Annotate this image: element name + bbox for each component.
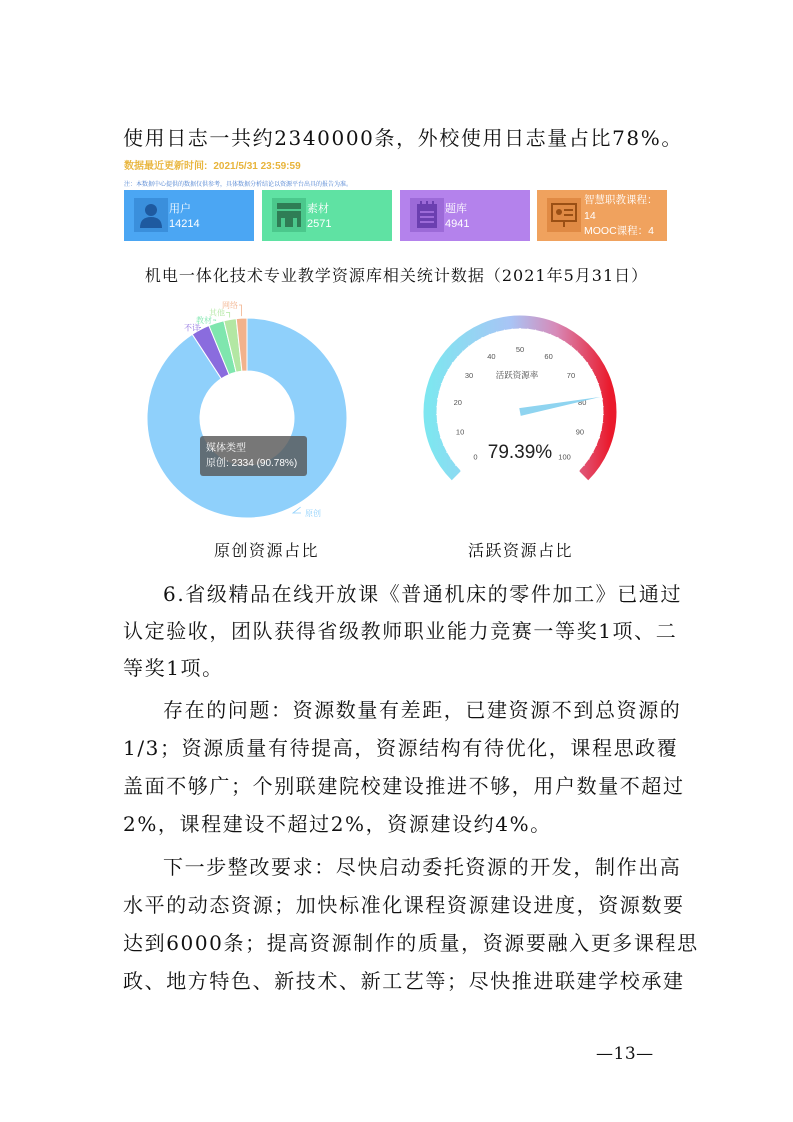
- gauge-tick: [562, 341, 565, 345]
- gauge-tick-label: 70: [566, 370, 576, 380]
- materials-value: 2571: [307, 218, 332, 230]
- gauge-name: 活跃资源率: [495, 370, 539, 380]
- gauge-tick: [554, 337, 559, 346]
- gauge-tick: [585, 456, 589, 459]
- gauge-tick: [588, 369, 592, 372]
- gauge-tick-label: 100: [558, 452, 571, 462]
- gauge-tick: [489, 334, 491, 339]
- tooltip-text: 原创: 2334 (90.78%): [206, 458, 298, 469]
- gauge-tick: [497, 331, 498, 336]
- original-resource-donut-chart: [140, 300, 355, 525]
- question-bank-card: [400, 190, 530, 241]
- update-time: 2021/5/31 23:59:59: [213, 161, 301, 172]
- gauge-tick: [568, 346, 571, 350]
- gauge-tick-label: 80: [578, 398, 587, 408]
- para-1-line-2: 认定验收，团队获得省级教师职业能力竞赛一等奖1项、二: [123, 619, 678, 643]
- update-label: 数据最近更新时间:: [124, 161, 208, 172]
- caption-original: 原创资源占比: [214, 541, 320, 560]
- gauge-tick: [591, 376, 596, 378]
- gauge-tick: [462, 351, 465, 355]
- donut-leader-3: [226, 313, 230, 318]
- paragraph-usage-log: 使用日志一共约2340000条，外校使用日志量占比78%。: [123, 126, 683, 150]
- gauge-tick: [580, 363, 588, 369]
- users-label: 用户: [169, 203, 191, 215]
- dashboard-note: 注：本数据中心提供的数据仅供参考，具体数据分析结论以资源平台出具的报告为准。: [124, 182, 353, 188]
- gauge-tick: [443, 443, 448, 445]
- gauge-tick: [440, 435, 450, 438]
- gauge-tick: [574, 351, 577, 355]
- gauge-tick: [593, 443, 598, 445]
- gauge-tick: [594, 384, 599, 386]
- para-2-line-2: 1/3；资源质量有待提高，资源结构有待优化，课程思政覆: [123, 736, 679, 760]
- gauge-svg: [420, 305, 635, 495]
- gauge-tick: [579, 356, 583, 359]
- page-number: —13—: [596, 1044, 654, 1064]
- gauge-tick: [482, 337, 487, 346]
- gauge-tick-label: 30: [464, 370, 474, 380]
- para-3-line-1: 下一步整改要求：尽快启动委托资源的开发，制作出高: [163, 855, 682, 879]
- donut-leader-2: [213, 320, 216, 321]
- gauge-tick: [448, 369, 452, 372]
- presentation-icon: [547, 198, 581, 232]
- gauge-tick: [438, 429, 443, 430]
- gauge-tick: [589, 450, 593, 452]
- gauge-tick: [455, 462, 459, 465]
- gauge-tick: [461, 464, 468, 471]
- course-line-cloud: 职教云课程：81: [584, 240, 659, 253]
- para-3-line-3: 达到6000条；提高资源制作的质量，资源要融入更多课程思: [123, 931, 699, 955]
- gauge-tick-label: 40: [487, 351, 496, 361]
- gauge-tick: [590, 435, 600, 438]
- course-line-mooc: MOOC课程：4: [584, 225, 655, 237]
- gauge-tick: [549, 334, 551, 339]
- gauge-tick: [441, 384, 446, 386]
- gauge-tick-label: 50: [515, 345, 525, 354]
- active-resource-gauge-chart: [420, 305, 635, 495]
- gauge-tick: [597, 391, 602, 392]
- gauge-pointer: [519, 397, 600, 416]
- gauge-tick: [439, 391, 444, 392]
- update-time-line: [124, 157, 307, 172]
- users-value: 14214: [169, 218, 200, 230]
- donut-leader-0: [293, 507, 301, 513]
- donut-label-0: 原创: [305, 509, 321, 518]
- donut-svg: [140, 300, 355, 525]
- notepad-icon: [410, 198, 444, 232]
- tooltip-title: 媒体类型: [206, 443, 246, 454]
- gauge-tick-label: 90: [575, 427, 585, 437]
- gauge-tick: [451, 456, 455, 459]
- donut-label-2: 教材: [196, 316, 212, 325]
- users-card: [124, 190, 254, 241]
- para-2-line-4: 2%，课程建设不超过2%，资源建设约4%。: [123, 812, 552, 836]
- gauge-tick-label: 60: [544, 351, 553, 361]
- gauge-tick: [581, 462, 585, 465]
- gauge-tick: [598, 422, 603, 423]
- gauge-tick: [457, 356, 461, 359]
- gauge-tick: [475, 341, 478, 345]
- donut-label-3: 其他: [209, 308, 225, 318]
- courses-card: [537, 190, 667, 253]
- para-1-line-1: 6.省级精品在线开放课《普通机床的零件加工》已通过: [163, 582, 683, 606]
- gauge-tick: [437, 422, 442, 423]
- stats-caption: 机电一体化技术专业教学资源库相关统计数据（2021年5月31日）: [144, 266, 649, 285]
- gauge-tick: [572, 464, 579, 471]
- gauge-tick-label: 0: [473, 452, 478, 462]
- gauge-tick: [535, 329, 536, 334]
- gauge-tick: [593, 399, 603, 401]
- question-bank-value: 4941: [445, 218, 470, 230]
- materials-icon: [272, 198, 306, 232]
- gauge-tick: [446, 450, 450, 452]
- gauge-tick: [452, 363, 460, 369]
- donut-label-1: 不详: [184, 323, 200, 333]
- para-1-line-3: 等奖1项。: [123, 656, 224, 680]
- materials-card: [262, 190, 392, 241]
- para-3-line-2: 水平的动态资源；加快标准化课程资源建设进度，资源数要: [123, 893, 685, 917]
- para-3-line-4: 政、地方特色、新技术、新工艺等；尽快推进联建学校承建: [123, 969, 685, 993]
- question-bank-label: 题库: [445, 203, 467, 215]
- para-2-line-1: 存在的问题：资源数量有差距，已建资源不到总资源的: [163, 698, 682, 722]
- gauge-tick: [444, 376, 449, 378]
- gauge-tick: [469, 346, 472, 350]
- para-2-line-3: 盖面不够广；个别联建院校建设推进不够，用户数量不超过: [123, 774, 685, 798]
- gauge-value: 79.39%: [487, 442, 553, 463]
- materials-label: 素材: [307, 203, 329, 215]
- gauge-tick: [542, 331, 543, 336]
- gauge-tick: [597, 429, 602, 430]
- gauge-tick-label: 10: [455, 427, 465, 437]
- gauge-tick: [437, 399, 447, 401]
- gauge-tick: [504, 329, 505, 334]
- user-icon: [134, 198, 168, 232]
- donut-label-4: 网络: [222, 301, 238, 310]
- donut-leader-4: [239, 305, 241, 316]
- caption-active: 活跃资源占比: [468, 541, 574, 560]
- course-line-smart: 智慧职教课程：14: [584, 194, 658, 222]
- gauge-tick-label: 20: [453, 398, 462, 408]
- donut-tooltip: [200, 436, 307, 476]
